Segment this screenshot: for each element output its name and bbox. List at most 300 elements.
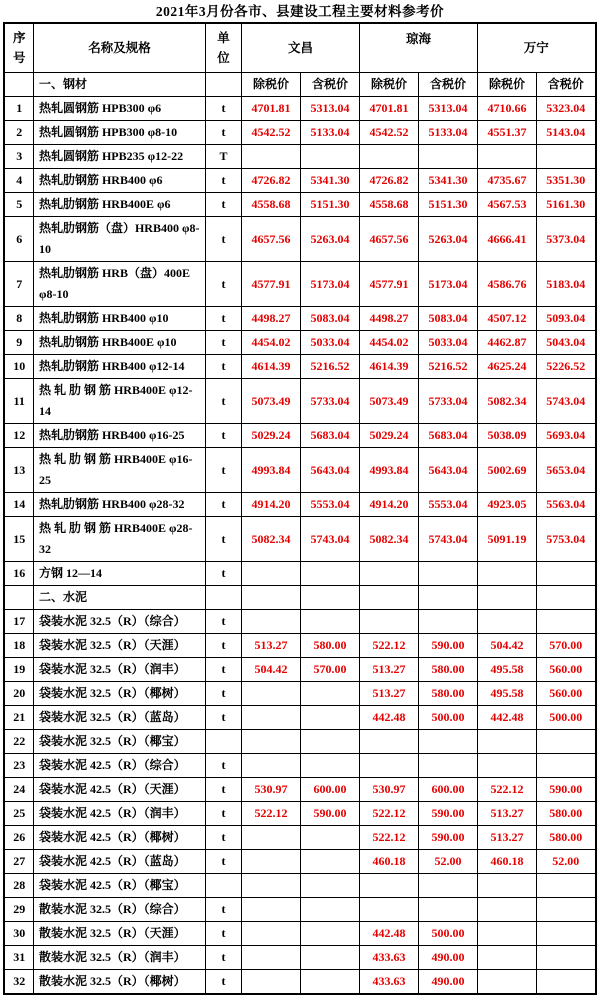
material-name-cell: 热轧肋钢筋 HRB400 φ16-25: [33, 424, 205, 448]
price-value-cell: 570.00: [537, 634, 596, 658]
price-value-cell: [359, 730, 418, 754]
unit-cell: t: [205, 898, 241, 922]
price-value-cell: 4923.05: [478, 493, 537, 517]
material-name-cell: 热轧肋钢筋 HRB400 φ6: [33, 169, 205, 193]
material-name-cell: 热轧肋钢筋 HRB400 φ12-14: [33, 355, 205, 379]
price-value-cell: 5313.04: [418, 97, 477, 121]
unit-cell: T: [205, 145, 241, 169]
row-index-cell: 28: [4, 874, 33, 898]
price-type-header: 除税价: [359, 73, 418, 97]
price-value-cell: 5082.34: [241, 517, 300, 562]
material-name-cell: 热轧肋钢筋 HRB400E φ6: [33, 193, 205, 217]
price-value-cell: 4726.82: [241, 169, 300, 193]
row-index-cell: 17: [4, 610, 33, 634]
price-value-cell: 4551.37: [478, 121, 537, 145]
price-value-cell: 5033.04: [300, 331, 359, 355]
price-value-cell: 5133.04: [300, 121, 359, 145]
material-name-cell: 热轧肋钢筋 HRB400E φ10: [33, 331, 205, 355]
price-value-cell: [300, 145, 359, 169]
row-index-cell: 32: [4, 970, 33, 995]
data-row: [4, 262, 595, 307]
price-value-cell: 590.00: [418, 826, 477, 850]
price-value-cell: [537, 562, 596, 586]
price-value-cell: 560.00: [537, 658, 596, 682]
price-value-cell: [300, 610, 359, 634]
price-value-cell: [478, 754, 537, 778]
price-value-cell: 5093.04: [537, 307, 596, 331]
material-name-cell: 袋装水泥 32.5（R）（椰宝）: [33, 730, 205, 754]
material-name-cell: 袋装水泥 42.5（R）（椰宝）: [33, 874, 205, 898]
data-row: [4, 493, 595, 517]
material-name-cell: 袋装水泥 42.5（R）（椰树）: [33, 826, 205, 850]
price-value-cell: 5733.04: [300, 379, 359, 424]
price-value-cell: 570.00: [300, 658, 359, 682]
price-value-cell: 4666.41: [478, 217, 537, 262]
price-value-cell: 495.58: [478, 658, 537, 682]
price-value-cell: [241, 874, 300, 898]
row-index-cell: 22: [4, 730, 33, 754]
page-title: 2021年3月份各市、县建设工程主要材料参考价: [155, 4, 445, 19]
price-value-cell: 433.63: [359, 946, 418, 970]
price-value-cell: 504.42: [478, 634, 537, 658]
material-name-cell: 袋装水泥 42.5（R）（蓝岛）: [33, 850, 205, 874]
unit-cell: [205, 874, 241, 898]
material-name-cell: 热轧圆钢筋 HPB235 φ12-22: [33, 145, 205, 169]
price-value-cell: 590.00: [418, 634, 477, 658]
price-value-cell: 433.63: [359, 970, 418, 995]
price-value-cell: 5173.04: [300, 262, 359, 307]
data-row: [4, 448, 595, 493]
price-value-cell: 5091.19: [478, 517, 537, 562]
price-value-cell: [478, 145, 537, 169]
unit-cell: t: [205, 802, 241, 826]
data-row: [4, 730, 595, 754]
section-row: [4, 73, 595, 97]
unit-cell: t: [205, 493, 241, 517]
price-type-header: 含税价: [418, 73, 477, 97]
price-value-cell: 500.00: [418, 922, 477, 946]
price-value-cell: [478, 898, 537, 922]
price-value-cell: 600.00: [300, 778, 359, 802]
price-value-cell: 4567.53: [478, 193, 537, 217]
unit-cell: t: [205, 424, 241, 448]
price-value-cell: 5216.52: [418, 355, 477, 379]
unit-cell: t: [205, 970, 241, 995]
price-value-cell: 5029.24: [241, 424, 300, 448]
data-row: [4, 424, 595, 448]
price-value-cell: [241, 145, 300, 169]
price-value-cell: 580.00: [418, 682, 477, 706]
price-value-cell: [241, 682, 300, 706]
row-index-cell: 6: [4, 217, 33, 262]
price-value-cell: 5033.04: [418, 331, 477, 355]
price-value-cell: 5173.04: [418, 262, 477, 307]
price-value-cell: 522.12: [359, 802, 418, 826]
price-value-cell: 4993.84: [241, 448, 300, 493]
material-name-cell: 散装水泥 32.5（R）（润丰）: [33, 946, 205, 970]
price-value-cell: 460.18: [359, 850, 418, 874]
price-value-cell: [359, 562, 418, 586]
price-value-cell: 5313.04: [300, 97, 359, 121]
row-index-cell: 2: [4, 121, 33, 145]
row-index-cell: 29: [4, 898, 33, 922]
price-value-cell: 5341.30: [300, 169, 359, 193]
price-value-cell: 5553.04: [300, 493, 359, 517]
price-value-cell: [300, 922, 359, 946]
price-value-cell: 5563.04: [537, 493, 596, 517]
price-value-cell: 4462.87: [478, 331, 537, 355]
row-index-cell: 9: [4, 331, 33, 355]
row-index-cell: 11: [4, 379, 33, 424]
section-label: 一、钢材: [33, 73, 205, 97]
row-index-cell: 25: [4, 802, 33, 826]
price-type-header: 含税价: [537, 73, 596, 97]
header-name: 名称及规格: [33, 23, 205, 73]
price-value-cell: [359, 754, 418, 778]
price-value-cell: [241, 562, 300, 586]
price-value-cell: [478, 562, 537, 586]
data-row: [4, 97, 595, 121]
price-value-cell: 4454.02: [359, 331, 418, 355]
row-index-cell: 23: [4, 754, 33, 778]
material-name-cell: 热轧肋钢筋 HRB（盘）400E φ8-10: [33, 262, 205, 307]
row-index-cell: 4: [4, 169, 33, 193]
unit-cell: t: [205, 658, 241, 682]
header-index: 序号: [4, 23, 33, 73]
price-value-cell: [418, 610, 477, 634]
price-value-cell: 5083.04: [300, 307, 359, 331]
material-name-cell: 热轧圆钢筋 HPB300 φ8-10: [33, 121, 205, 145]
price-value-cell: 4542.52: [359, 121, 418, 145]
unit-cell: t: [205, 610, 241, 634]
unit-cell: t: [205, 121, 241, 145]
data-row: [4, 610, 595, 634]
price-value-cell: 530.97: [359, 778, 418, 802]
row-index-cell: 30: [4, 922, 33, 946]
price-value-cell: 590.00: [537, 778, 596, 802]
section-empty-cell: [537, 586, 596, 610]
price-value-cell: 4558.68: [359, 193, 418, 217]
price-value-cell: 4726.82: [359, 169, 418, 193]
price-value-cell: [300, 682, 359, 706]
material-name-cell: 袋装水泥 32.5（R）（综合）: [33, 610, 205, 634]
price-value-cell: 5643.04: [418, 448, 477, 493]
price-value-cell: 4577.91: [359, 262, 418, 307]
data-row: [4, 898, 595, 922]
unit-cell: [205, 730, 241, 754]
price-value-cell: 4454.02: [241, 331, 300, 355]
price-value-cell: [300, 874, 359, 898]
price-value-cell: [241, 610, 300, 634]
price-value-cell: 580.00: [300, 634, 359, 658]
price-value-cell: [300, 946, 359, 970]
row-index-cell: 21: [4, 706, 33, 730]
data-row: [4, 307, 595, 331]
price-value-cell: 513.27: [241, 634, 300, 658]
price-value-cell: [300, 706, 359, 730]
price-value-cell: [300, 970, 359, 995]
row-index-cell: 27: [4, 850, 33, 874]
price-value-cell: 5263.04: [300, 217, 359, 262]
price-value-cell: [537, 730, 596, 754]
price-type-header: 除税价: [478, 73, 537, 97]
price-value-cell: 4498.27: [359, 307, 418, 331]
row-index-cell: 24: [4, 778, 33, 802]
row-index-cell: 12: [4, 424, 33, 448]
price-value-cell: 5151.30: [418, 193, 477, 217]
data-row: [4, 778, 595, 802]
price-value-cell: 522.12: [359, 634, 418, 658]
price-value-cell: [241, 826, 300, 850]
data-row: [4, 826, 595, 850]
price-value-cell: [300, 754, 359, 778]
section-index-cell: [4, 73, 33, 97]
price-value-cell: 5043.04: [537, 331, 596, 355]
row-index-cell: 19: [4, 658, 33, 682]
material-name-cell: 袋装水泥 32.5（R）（天涯）: [33, 634, 205, 658]
data-row: [4, 562, 595, 586]
price-value-cell: 513.27: [478, 802, 537, 826]
data-row: [4, 874, 595, 898]
price-value-cell: 52.00: [537, 850, 596, 874]
price-value-cell: 4701.81: [241, 97, 300, 121]
price-value-cell: [537, 610, 596, 634]
price-value-cell: 4625.24: [478, 355, 537, 379]
data-row: [4, 946, 595, 970]
unit-cell: t: [205, 448, 241, 493]
row-index-cell: 13: [4, 448, 33, 493]
section-empty-cell: [418, 586, 477, 610]
section-empty-cell: [300, 586, 359, 610]
unit-cell: t: [205, 307, 241, 331]
material-name-cell: 散装水泥 32.5（R）（综合）: [33, 898, 205, 922]
price-value-cell: 513.27: [359, 682, 418, 706]
price-value-cell: [241, 946, 300, 970]
price-value-cell: [478, 922, 537, 946]
section-index-cell: [4, 586, 33, 610]
data-row: [4, 682, 595, 706]
price-value-cell: 513.27: [359, 658, 418, 682]
price-value-cell: 5133.04: [418, 121, 477, 145]
price-table: [3, 22, 596, 995]
price-value-cell: 5216.52: [300, 355, 359, 379]
unit-cell: t: [205, 562, 241, 586]
price-value-cell: [418, 562, 477, 586]
unit-cell: t: [205, 634, 241, 658]
price-value-cell: 442.48: [359, 922, 418, 946]
data-row: [4, 193, 595, 217]
price-value-cell: [241, 922, 300, 946]
price-value-cell: [300, 730, 359, 754]
price-value-cell: 5082.34: [478, 379, 537, 424]
price-value-cell: 5263.04: [418, 217, 477, 262]
price-value-cell: [478, 970, 537, 995]
unit-cell: t: [205, 850, 241, 874]
price-value-cell: 460.18: [478, 850, 537, 874]
data-row: [4, 802, 595, 826]
price-value-cell: 500.00: [537, 706, 596, 730]
unit-cell: t: [205, 379, 241, 424]
price-value-cell: 522.12: [478, 778, 537, 802]
section-label: 二、水泥: [33, 586, 205, 610]
unit-cell: t: [205, 331, 241, 355]
material-name-cell: 袋装水泥 32.5（R）（润丰）: [33, 658, 205, 682]
price-value-cell: [300, 898, 359, 922]
price-value-cell: 442.48: [359, 706, 418, 730]
price-type-header: 除税价: [241, 73, 300, 97]
price-value-cell: [300, 562, 359, 586]
material-name-cell: 袋装水泥 42.5（R）（综合）: [33, 754, 205, 778]
unit-cell: t: [205, 517, 241, 562]
data-row: [4, 754, 595, 778]
price-value-cell: 580.00: [537, 826, 596, 850]
price-value-cell: 5002.69: [478, 448, 537, 493]
row-index-cell: 3: [4, 145, 33, 169]
price-value-cell: 4614.39: [359, 355, 418, 379]
price-value-cell: 495.58: [478, 682, 537, 706]
data-row: [4, 922, 595, 946]
data-row: [4, 658, 595, 682]
price-value-cell: 504.42: [241, 658, 300, 682]
price-value-cell: 5743.04: [537, 379, 596, 424]
price-value-cell: 5161.30: [537, 193, 596, 217]
price-value-cell: 5743.04: [300, 517, 359, 562]
price-value-cell: [537, 754, 596, 778]
unit-cell: t: [205, 826, 241, 850]
unit-cell: t: [205, 946, 241, 970]
material-name-cell: 热 轧 肋 钢 筋 HRB400E φ12-14: [33, 379, 205, 424]
data-row: [4, 217, 595, 262]
price-value-cell: 4507.12: [478, 307, 537, 331]
price-value-cell: 5323.04: [537, 97, 596, 121]
row-index-cell: 14: [4, 493, 33, 517]
row-index-cell: 18: [4, 634, 33, 658]
price-value-cell: [537, 898, 596, 922]
unit-cell: t: [205, 217, 241, 262]
price-value-cell: 5733.04: [418, 379, 477, 424]
price-value-cell: 4657.56: [359, 217, 418, 262]
price-value-cell: 5743.04: [418, 517, 477, 562]
price-value-cell: 4914.20: [359, 493, 418, 517]
price-value-cell: 580.00: [418, 658, 477, 682]
unit-cell: t: [205, 778, 241, 802]
price-value-cell: [359, 898, 418, 922]
data-row: [4, 145, 595, 169]
price-value-cell: [241, 898, 300, 922]
unit-cell: t: [205, 355, 241, 379]
section-empty-cell: [478, 586, 537, 610]
row-index-cell: 5: [4, 193, 33, 217]
price-value-cell: [478, 610, 537, 634]
price-value-cell: [300, 826, 359, 850]
material-name-cell: 散装水泥 32.5（R）（椰树）: [33, 970, 205, 995]
price-value-cell: 5683.04: [418, 424, 477, 448]
price-value-cell: [300, 850, 359, 874]
price-value-cell: [478, 874, 537, 898]
price-value-cell: 5373.04: [537, 217, 596, 262]
price-value-cell: 5073.49: [359, 379, 418, 424]
price-value-cell: 530.97: [241, 778, 300, 802]
unit-cell: t: [205, 922, 241, 946]
material-name-cell: 散装水泥 32.5（R）（天涯）: [33, 922, 205, 946]
section-row: [4, 586, 595, 610]
price-type-header: 含税价: [300, 73, 359, 97]
unit-cell: t: [205, 262, 241, 307]
row-index-cell: 15: [4, 517, 33, 562]
price-value-cell: 5553.04: [418, 493, 477, 517]
price-value-cell: 5341.30: [418, 169, 477, 193]
price-value-cell: 4542.52: [241, 121, 300, 145]
price-value-cell: 4586.76: [478, 262, 537, 307]
price-value-cell: 5083.04: [418, 307, 477, 331]
price-value-cell: [418, 898, 477, 922]
unit-cell: t: [205, 682, 241, 706]
row-index-cell: 16: [4, 562, 33, 586]
price-value-cell: 4614.39: [241, 355, 300, 379]
header-unit: 单位: [205, 23, 241, 73]
row-index-cell: 1: [4, 97, 33, 121]
price-value-cell: 4701.81: [359, 97, 418, 121]
price-value-cell: [478, 730, 537, 754]
price-value-cell: [359, 145, 418, 169]
section-unit-cell: [205, 73, 241, 97]
price-value-cell: 4914.20: [241, 493, 300, 517]
data-row: [4, 121, 595, 145]
price-value-cell: [241, 730, 300, 754]
price-value-cell: 4735.67: [478, 169, 537, 193]
header-city-wanning: 万宁: [478, 23, 596, 73]
price-value-cell: [537, 970, 596, 995]
price-value-cell: 590.00: [300, 802, 359, 826]
header-city-qionghai: 琼海: [359, 23, 477, 73]
unit-cell: t: [205, 754, 241, 778]
price-value-cell: 5683.04: [300, 424, 359, 448]
table-header-row: [4, 23, 595, 73]
price-value-cell: [359, 874, 418, 898]
header-city-wenchang: 文昌: [241, 23, 359, 73]
price-value-cell: 522.12: [241, 802, 300, 826]
row-index-cell: 8: [4, 307, 33, 331]
material-name-cell: 袋装水泥 42.5（R）（天涯）: [33, 778, 205, 802]
price-value-cell: [241, 850, 300, 874]
material-name-cell: 热轧肋钢筋（盘）HRB400 φ8-10: [33, 217, 205, 262]
price-value-cell: 5029.24: [359, 424, 418, 448]
price-value-cell: [241, 706, 300, 730]
price-value-cell: 490.00: [418, 970, 477, 995]
price-value-cell: 4498.27: [241, 307, 300, 331]
material-name-cell: 热轧圆钢筋 HPB300 φ6: [33, 97, 205, 121]
price-value-cell: [359, 610, 418, 634]
price-value-cell: [418, 874, 477, 898]
material-name-cell: 热 轧 肋 钢 筋 HRB400E φ16-25: [33, 448, 205, 493]
price-value-cell: 513.27: [478, 826, 537, 850]
data-row: [4, 517, 595, 562]
price-value-cell: [241, 754, 300, 778]
price-value-cell: 5753.04: [537, 517, 596, 562]
price-value-cell: 560.00: [537, 682, 596, 706]
price-value-cell: 4710.66: [478, 97, 537, 121]
price-value-cell: [418, 754, 477, 778]
price-value-cell: [537, 145, 596, 169]
price-value-cell: 5351.30: [537, 169, 596, 193]
price-value-cell: [537, 874, 596, 898]
price-value-cell: 5073.49: [241, 379, 300, 424]
price-value-cell: [478, 946, 537, 970]
price-value-cell: 5643.04: [300, 448, 359, 493]
price-value-cell: [241, 970, 300, 995]
row-index-cell: 7: [4, 262, 33, 307]
data-row: [4, 970, 595, 995]
